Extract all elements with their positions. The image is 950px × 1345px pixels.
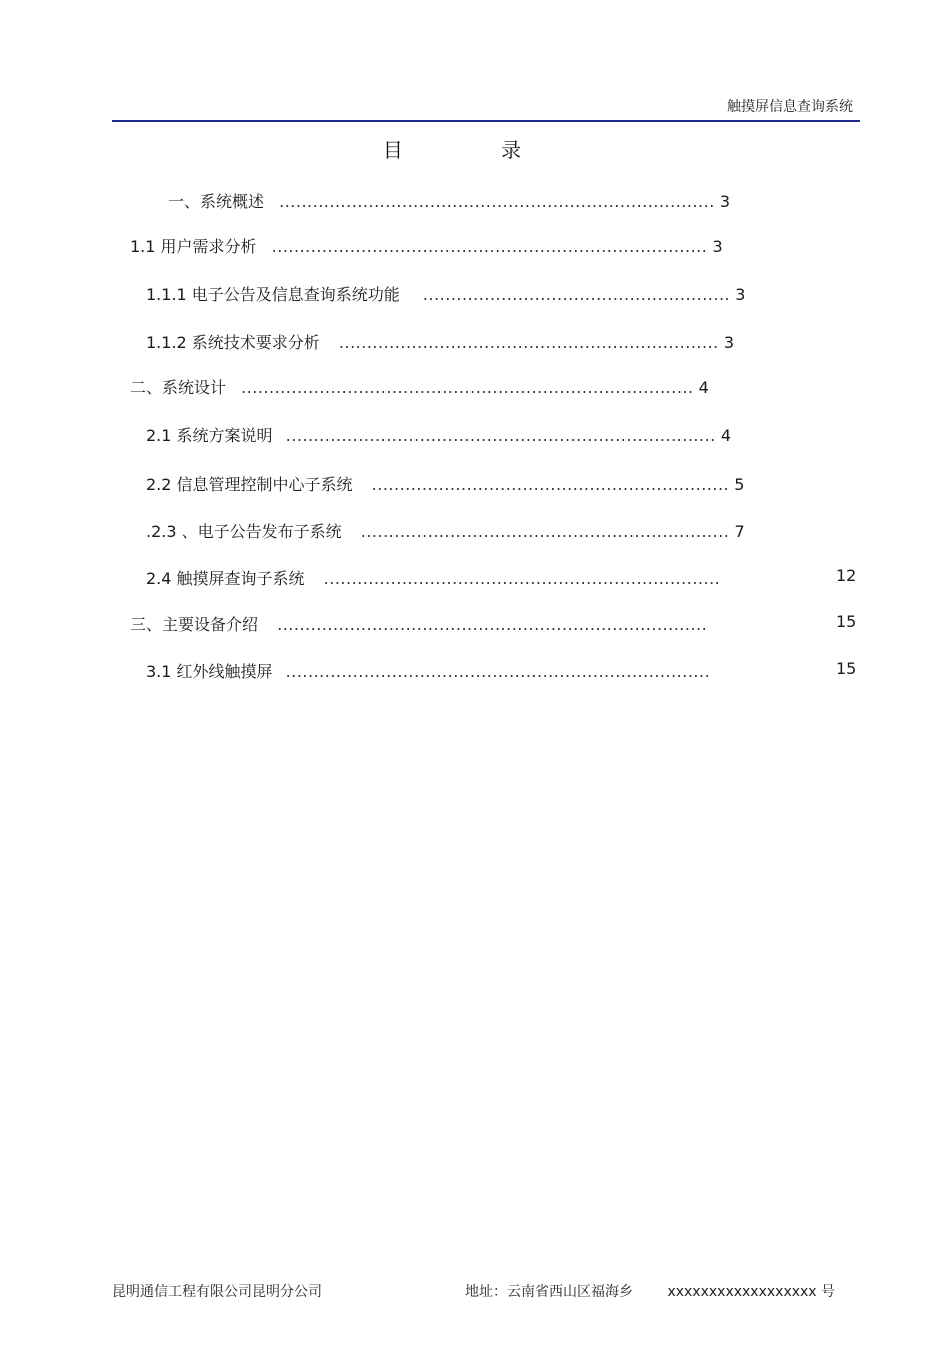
toc-page-number: 3 [719,192,731,211]
toc-page-number: 3 [723,333,735,352]
toc-entry[interactable] [146,519,745,542]
toc-entry[interactable] [130,234,723,257]
toc-page-number: 15 [836,612,857,631]
toc-leader: .................................................................. [360,522,730,541]
toc-heading: 目 录 [382,138,568,162]
toc-entry[interactable] [146,282,745,305]
toc-leader: ....................................................................... [323,569,721,588]
toc-entry-label: 1.1.1 电子公告及信息查询系统功能 [146,285,400,304]
toc-entry[interactable] [146,330,734,353]
toc-entry[interactable] [130,612,707,635]
toc-page-number: 15 [836,659,857,678]
toc-leader: .................................................................... [338,333,719,352]
toc-entry[interactable] [146,659,710,682]
toc-entry-label: 2.4 触摸屏查询子系统 [146,569,305,588]
toc-entry-label: 1.1.2 系统技术要求分析 [146,333,320,352]
footer-address-number: xxxxxxxxxxxxxxxxxx 号 [667,1284,836,1300]
toc-leader: ............................................................................. [285,426,716,445]
toc-leader: ................................................................ [371,475,730,494]
toc-entry[interactable] [130,375,709,398]
footer-address-text: 地址：云南省西山区福海乡 [465,1284,633,1300]
toc-leader: .............................................................................. [279,192,715,211]
toc-entry-label: 一、系统概述 [168,192,265,211]
toc-entry-label: 三、主要设备介绍 [130,615,259,634]
toc-page-number: 3 [735,285,746,304]
toc-page-number: 5 [734,475,745,494]
toc-leader: ............................................................................. [277,615,708,634]
toc-entry-label: .2.3 、电子公告发布子系统 [146,522,342,541]
toc-leader: .............................................................................. [271,237,708,256]
toc-page-number: 4 [720,426,732,445]
footer-company: 昆明通信工程有限公司昆明分公司 [112,1284,322,1300]
toc-leader: ....................................................... [422,285,731,304]
toc-entry-label: 二、系统设计 [130,378,227,397]
toc-entry[interactable] [168,189,730,212]
toc-page-number: 12 [836,566,857,585]
footer-address [465,1281,835,1301]
toc-entry[interactable] [146,423,731,446]
toc-entry-label: 1.1 用户需求分析 [130,237,257,256]
toc-page-number: 7 [734,522,745,541]
toc-leader: ............................................................................ [285,662,711,681]
toc-leader: ................................................................................. [241,378,694,397]
header-rule [112,120,860,122]
header-title: 触摸屏信息查询系统 [727,99,853,115]
toc-entry-label: 3.1 红外线触摸屏 [146,662,273,681]
toc-page-number: 4 [698,378,709,397]
toc-page-number: 3 [712,237,723,256]
toc-entry-label: 2.2 信息管理控制中心子系统 [146,475,353,494]
toc-entry-label: 2.1 系统方案说明 [146,426,273,445]
toc-entry[interactable] [146,472,744,495]
toc-entry[interactable] [146,566,720,589]
